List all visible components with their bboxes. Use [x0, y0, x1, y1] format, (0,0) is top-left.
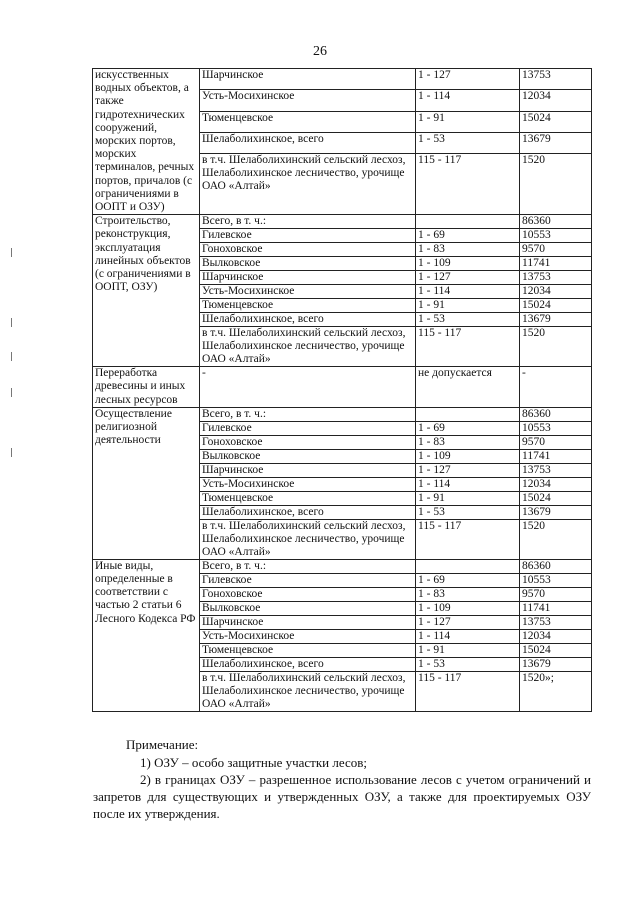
- area-cell: 13679: [520, 313, 592, 327]
- area-cell: 13679: [520, 505, 592, 519]
- forestry-cell: в т.ч. Шелаболихинский сельский лесхоз, Шелаболихинское лесничество, урочище ОАО «Алтай»: [200, 519, 416, 559]
- quarters-cell: 115 - 117: [416, 327, 520, 367]
- quarters-cell: [416, 215, 520, 229]
- quarters-cell: 1 - 69: [416, 573, 520, 587]
- forestry-cell: в т.ч. Шелаболихинский сельский лесхоз, Шелаболихинское лесничество, урочище ОАО «Алтай»: [200, 327, 416, 367]
- forestry-cell: в т.ч. Шелаболихинский сельский лесхоз, Шелаболихинское лесничество, урочище ОАО «Алтай»: [200, 154, 416, 215]
- quarters-cell: 1 - 127: [416, 69, 520, 90]
- area-cell: 12034: [520, 90, 592, 111]
- forestry-cell: Шарчинское: [200, 271, 416, 285]
- forestry-cell: Шарчинское: [200, 615, 416, 629]
- quarters-cell: 1 - 114: [416, 477, 520, 491]
- forestry-cell: Тюменцевское: [200, 299, 416, 313]
- note-item-2: 2) в границах ОЗУ – разрешенное использование лесов с учетом ограничений и запретов для существующих и утвержденных ОЗУ, а также для проектируемых ОЗУ после их утверждения.: [93, 772, 591, 821]
- area-cell: 15024: [520, 111, 592, 132]
- quarters-cell: 1 - 53: [416, 313, 520, 327]
- quarters-cell: не допускается: [416, 367, 520, 408]
- note-title: Примечание:: [126, 737, 199, 752]
- quarters-cell: 1 - 127: [416, 463, 520, 477]
- page-number: 26: [313, 44, 327, 59]
- quarters-cell: 1 - 109: [416, 601, 520, 615]
- note-item-1: 1) ОЗУ – особо защитные участки лесов;: [140, 755, 367, 770]
- forestry-cell: Всего, в т. ч.:: [200, 559, 416, 573]
- area-cell: 10553: [520, 421, 592, 435]
- quarters-cell: 1 - 109: [416, 257, 520, 271]
- quarters-cell: 115 - 117: [416, 154, 520, 215]
- quarters-cell: 1 - 114: [416, 629, 520, 643]
- area-cell: -: [520, 367, 592, 408]
- activity-cell: Переработка древесины и иных лесных ресурсов: [93, 367, 200, 408]
- forestry-cell: Всего, в т. ч.:: [200, 215, 416, 229]
- activity-cell: искусственных водных объектов, а также гидротехнических сооружений, морских портов, морских терминалов, речных портов, причалов (с ограничениями в ООПТ и ОЗУ): [93, 69, 200, 215]
- quarters-cell: 1 - 114: [416, 285, 520, 299]
- quarters-cell: 1 - 91: [416, 299, 520, 313]
- forestry-cell: Шарчинское: [200, 69, 416, 90]
- area-cell: 13679: [520, 657, 592, 671]
- quarters-cell: 1 - 83: [416, 435, 520, 449]
- quarters-cell: 115 - 117: [416, 671, 520, 711]
- forestry-cell: Гоноховское: [200, 587, 416, 601]
- forestry-cell: Всего, в т. ч.:: [200, 407, 416, 421]
- area-cell: 10553: [520, 229, 592, 243]
- forestry-cell: -: [200, 367, 416, 408]
- forestry-cell: Шелаболихинское, всего: [200, 657, 416, 671]
- activity-cell: Осуществление религиозной деятельности: [93, 407, 200, 559]
- activity-cell: Строительство, реконструкция, эксплуатация линейных объектов (с ограничениями в ООПТ, ОЗУ): [93, 215, 200, 367]
- quarters-cell: 1 - 91: [416, 643, 520, 657]
- forest-use-table: [92, 68, 592, 712]
- area-cell: 13679: [520, 132, 592, 153]
- forestry-cell: Тюменцевское: [200, 111, 416, 132]
- area-cell: 12034: [520, 477, 592, 491]
- area-cell: 15024: [520, 643, 592, 657]
- forestry-cell: Усть-Мосихинское: [200, 477, 416, 491]
- quarters-cell: 1 - 53: [416, 657, 520, 671]
- area-cell: 1520: [520, 327, 592, 367]
- forestry-cell: Гилевское: [200, 573, 416, 587]
- area-cell: 10553: [520, 573, 592, 587]
- area-cell: 15024: [520, 299, 592, 313]
- quarters-cell: 1 - 91: [416, 491, 520, 505]
- area-cell: 86360: [520, 215, 592, 229]
- forestry-cell: Тюменцевское: [200, 491, 416, 505]
- quarters-cell: 1 - 69: [416, 421, 520, 435]
- forestry-cell: в т.ч. Шелаболихинский сельский лесхоз, Шелаболихинское лесничество, урочище ОАО «Алтай»: [200, 671, 416, 711]
- area-cell: 13753: [520, 463, 592, 477]
- area-cell: 13753: [520, 615, 592, 629]
- activity-cell: Иные виды, определенные в соответствии с частью 2 статьи 6 Лесного Кодекса РФ: [93, 559, 200, 711]
- forestry-cell: Гилевское: [200, 229, 416, 243]
- forestry-cell: Вылковское: [200, 601, 416, 615]
- quarters-cell: 1 - 83: [416, 243, 520, 257]
- quarters-cell: 1 - 53: [416, 132, 520, 153]
- table-row: [93, 367, 592, 408]
- quarters-cell: [416, 559, 520, 573]
- area-cell: 9570: [520, 587, 592, 601]
- quarters-cell: 1 - 83: [416, 587, 520, 601]
- forestry-cell: Гилевское: [200, 421, 416, 435]
- forestry-cell: Усть-Мосихинское: [200, 285, 416, 299]
- area-cell: 86360: [520, 559, 592, 573]
- forestry-cell: Тюменцевское: [200, 643, 416, 657]
- quarters-cell: 1 - 127: [416, 271, 520, 285]
- area-cell: 1520: [520, 519, 592, 559]
- table-row: [93, 407, 592, 421]
- area-cell: 15024: [520, 491, 592, 505]
- area-cell: 12034: [520, 285, 592, 299]
- forestry-cell: Усть-Мосихинское: [200, 90, 416, 111]
- area-cell: 13753: [520, 69, 592, 90]
- area-cell: 9570: [520, 243, 592, 257]
- forestry-cell: Шелаболихинское, всего: [200, 313, 416, 327]
- table-row: [93, 215, 592, 229]
- table-row: [93, 69, 592, 90]
- quarters-cell: 1 - 109: [416, 449, 520, 463]
- area-cell: 86360: [520, 407, 592, 421]
- quarters-cell: 1 - 114: [416, 90, 520, 111]
- forestry-cell: Усть-Мосихинское: [200, 629, 416, 643]
- area-cell: 1520: [520, 154, 592, 215]
- quarters-cell: 1 - 91: [416, 111, 520, 132]
- area-cell: 9570: [520, 435, 592, 449]
- area-cell: 11741: [520, 449, 592, 463]
- area-cell: 12034: [520, 629, 592, 643]
- quarters-cell: 115 - 117: [416, 519, 520, 559]
- forestry-cell: Вылковское: [200, 449, 416, 463]
- forestry-cell: Шелаболихинское, всего: [200, 132, 416, 153]
- forestry-cell: Шарчинское: [200, 463, 416, 477]
- area-cell: 11741: [520, 601, 592, 615]
- forestry-cell: Вылковское: [200, 257, 416, 271]
- quarters-cell: 1 - 53: [416, 505, 520, 519]
- forestry-cell: Гоноховское: [200, 243, 416, 257]
- quarters-cell: 1 - 69: [416, 229, 520, 243]
- area-cell: 11741: [520, 257, 592, 271]
- quarters-cell: 1 - 127: [416, 615, 520, 629]
- area-cell: 13753: [520, 271, 592, 285]
- forestry-cell: Гоноховское: [200, 435, 416, 449]
- area-cell: 1520»;: [520, 671, 592, 711]
- forestry-cell: Шелаболихинское, всего: [200, 505, 416, 519]
- table-row: [93, 559, 592, 573]
- quarters-cell: [416, 407, 520, 421]
